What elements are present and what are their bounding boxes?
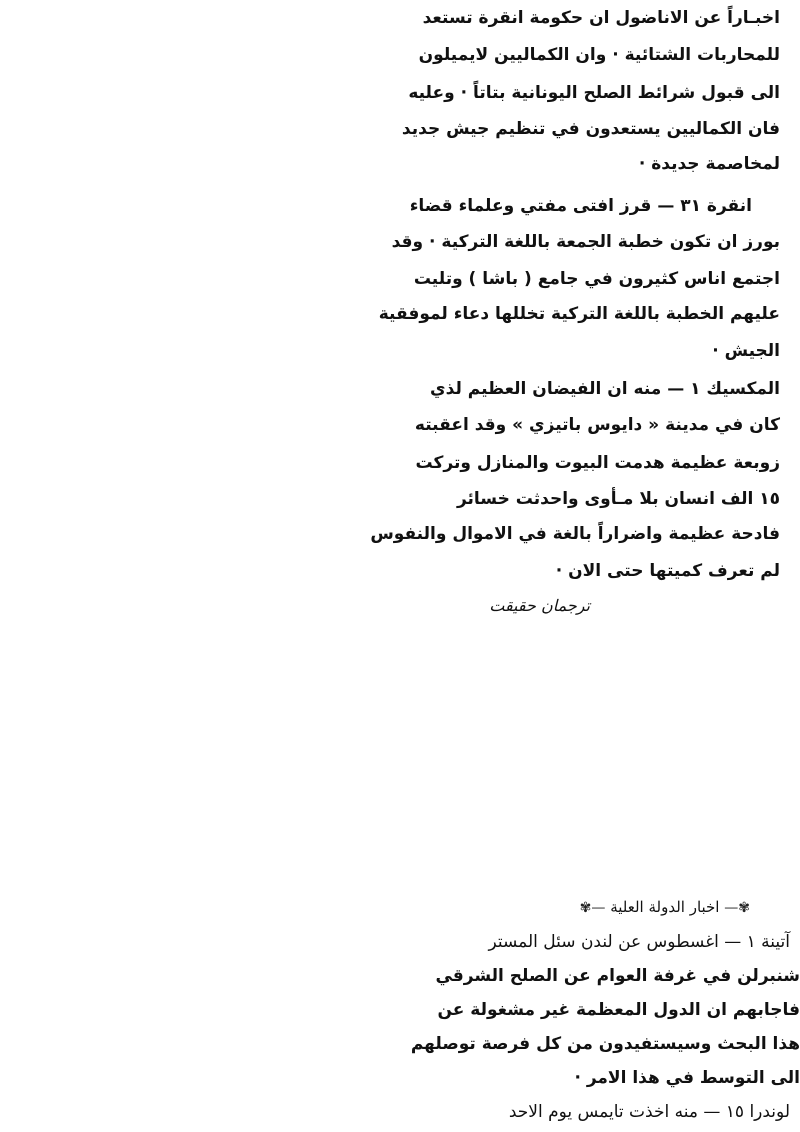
section-title: اخبار الدولة العلية [610,898,720,916]
text-line: فادحة عظيمة واضراراً بالغة في الاموال والنفوس [370,524,780,544]
text-line: لوندرا ١٥ — منه اخذت تايمس يوم الاحد [508,1102,790,1122]
text-line: الى قبول شرائط الصلح اليونانية بتاتاً · وعليه [408,83,780,103]
signature: ترجمان حقيقت [489,596,590,615]
section-heading [580,896,750,919]
text-line: آتينة ١ — اغسطوس عن لندن سئل المستر [488,932,790,952]
text-line: اخبـاراً عن الاناضول ان حكومة انقرة تستعد [422,8,780,28]
ornament-icon: ✾— [724,900,750,916]
text-line: كان في مدينة « دايوس باتيزي » وقد اعقبته [414,415,780,435]
text-line: اجتمع اناس كثيرون في جامع ( باشا ) وتليت [413,269,780,289]
text-line: بورز ان تكون خطبة الجمعة باللغة التركية · وقد [391,232,780,252]
text-line: الجيش · [712,341,780,361]
text-line: هذا البحث وسيستفيدون من كل فرصة توصلهم [410,1034,800,1054]
text-line: فاجابهم ان الدول المعظمة غير مشغولة عن [437,1000,800,1020]
text-line: للمحاربات الشتائية · وان الكماليين لايميلون [418,45,780,65]
text-line: انقرة ٣١ — قرز افتى مفتي وعلماء قضاء [409,196,752,216]
text-line: الى التوسط في هذا الامر · [574,1068,800,1088]
text-line: فان الكماليين يستعدون في تنظيم جيش جديد [401,119,780,139]
text-line: لم تعرف كميتها حتى الان · [555,561,780,581]
ornament-icon: —✾ [579,900,606,916]
text-line: ١٥ الف انسان بلا مـأوى واحدثت خسائر [456,489,780,509]
text-line: زوبعة عظيمة هدمت البيوت والمنازل وتركت [415,453,780,473]
text-line: لمخاصمة جديدة · [638,154,780,174]
text-line: شنبرلن في غرفة العوام عن الصلح الشرقي [435,966,800,986]
text-line: المكسيك ١ — منه ان الفيضان العظيم لذي [430,379,780,399]
text-line: عليهم الخطبة باللغة التركية تخللها دعاء لموفقية [378,304,780,324]
